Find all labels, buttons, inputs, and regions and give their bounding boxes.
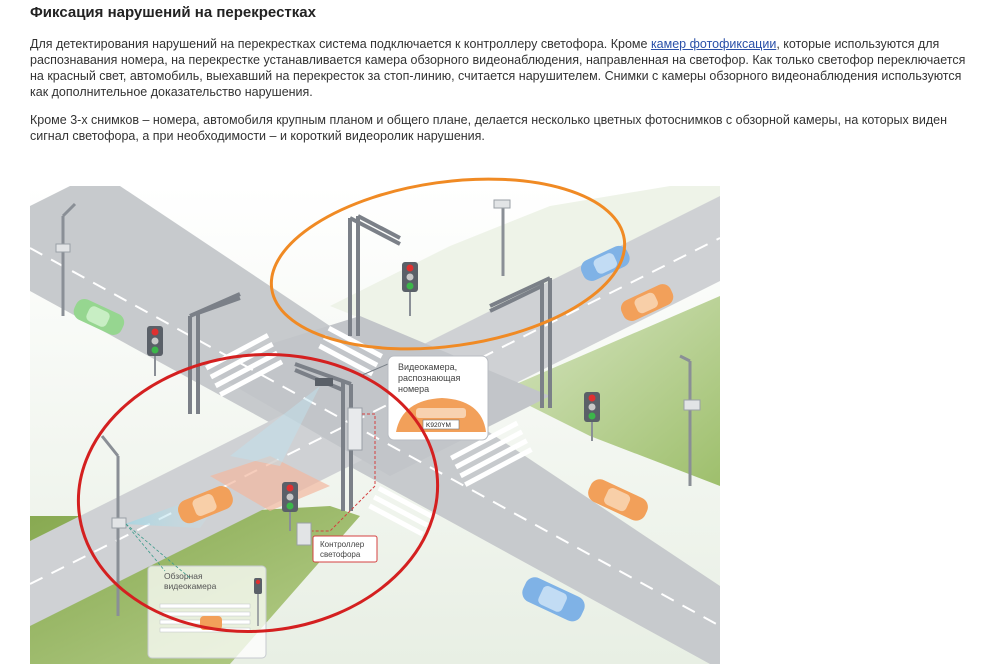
callout-anpr-line-1: Видеокамера,	[398, 362, 458, 372]
paragraph-1-text-end: , которые используются для распознавания номера, на перекрестке устанавливается камера обзорного видеонаблюдения, направленная на светофор. Как только светофор переключается на красный свет, автомобиль, выехавший на перекресток за стоп-линию, считается нарушителем. Снимки с камеры обзорного видеонаблюдения используются как дополнительное доказательство нарушения.	[30, 37, 966, 99]
article-title: Фиксация нарушений на перекрестках	[30, 4, 316, 21]
camera-topleft	[56, 244, 70, 252]
callout-controller-line-2: светофора	[320, 550, 361, 559]
anpr-camera	[315, 378, 333, 386]
article-paragraph-2: Кроме 3-х снимков – номера, автомобиля крупным планом и общего плане, делается несколько цветных фотоснимков с обзорной камеры, на которых виден сигнал светофора, а при необходимости – и короткий видеоролик нарушения.	[30, 113, 947, 143]
traffic-controller-box	[297, 523, 311, 545]
overview-camera	[112, 518, 126, 528]
callout-controller-line-1: Контроллер	[320, 540, 365, 549]
callout-controller	[313, 536, 377, 562]
camera-top	[494, 200, 510, 208]
callout-overview-line-1: Обзорная	[164, 571, 203, 581]
overview-car-thumbnail	[200, 616, 222, 630]
article-paragraph-1	[30, 36, 974, 100]
callout-anpr-line-2: распознающая	[398, 373, 461, 383]
intersection-illustration	[30, 186, 720, 664]
anpr-camera-cabinet	[348, 408, 362, 450]
camera-right	[684, 400, 700, 410]
photo-cameras-link[interactable]: камер фотофиксации	[650, 37, 777, 51]
callout-anpr-line-3: номера	[398, 384, 430, 394]
intersection-scene	[30, 186, 720, 664]
callout-overview-line-2: видеокамера	[164, 581, 217, 591]
license-plate-text: K920YM	[426, 422, 451, 429]
paragraph-1-text-start: Для детектирования нарушений на перекрестках система подключается к контроллеру светофора. Кроме	[30, 37, 651, 51]
